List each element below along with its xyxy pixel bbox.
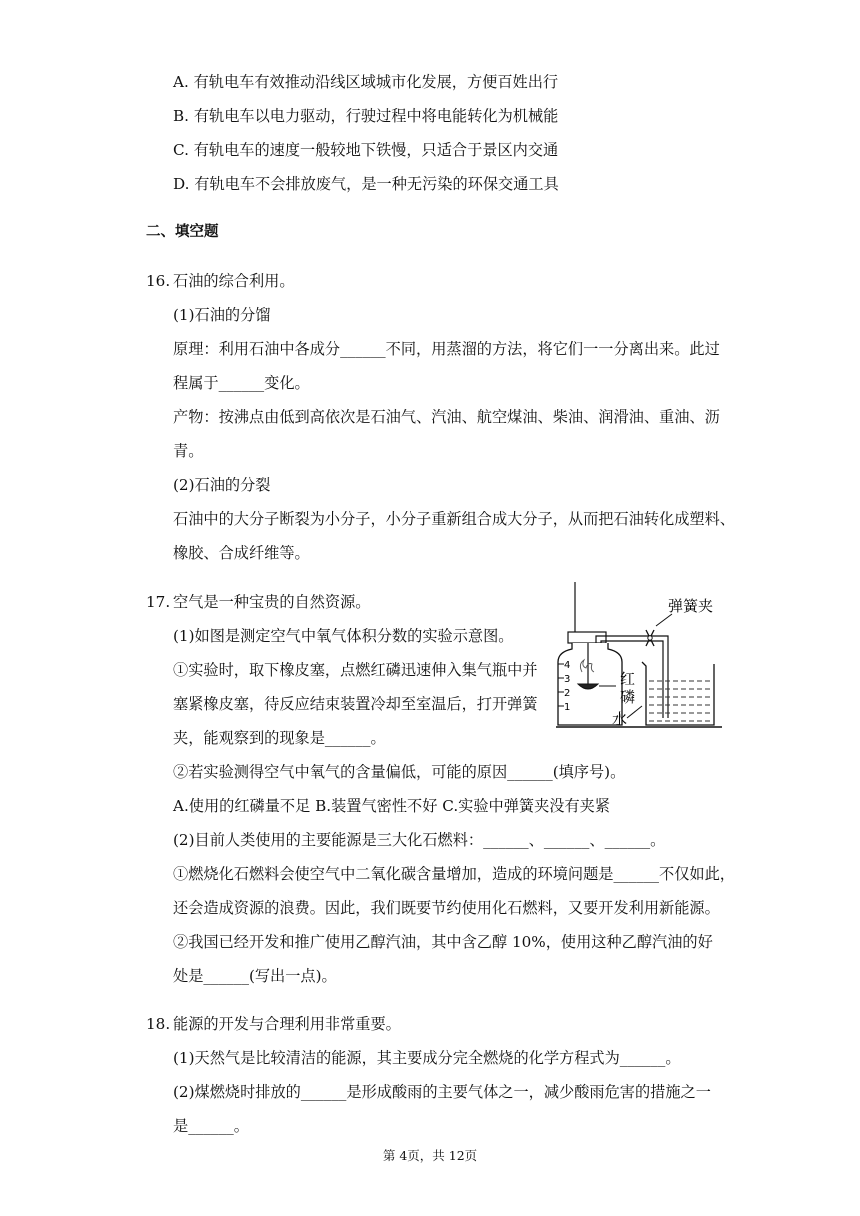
q17-line: 处是______(写出一点)。 (173, 967, 337, 985)
q16-line: 程属于______变化。 (173, 374, 310, 392)
q17-line: (2)目前人类使用的主要能源是三大化石燃料：______、______、______。 (173, 831, 666, 849)
q17-line: A.使用的红磷量不足 B.装置气密性不好 C.实验中弹簧夹没有夹紧 (173, 797, 611, 815)
phosphorus-label-1: 红 (620, 670, 636, 688)
q16-line: 橡胶、合成纤维等。 (173, 544, 310, 562)
clamp-label: 弹簧夹 (668, 597, 714, 615)
beaker-water (649, 681, 712, 721)
q16-line: (1)石油的分馏 (173, 306, 271, 324)
q16-line: 原理：利用石油中各成分______不同，用蒸溜的方法，将它们一一分离出来。此过 (173, 340, 720, 358)
scale-3: 3 (564, 674, 571, 685)
q17-line: (1)如图是测定空气中氧气体积分数的实验示意图。 (173, 627, 514, 645)
q17-line: ②我国已经开发和推广使用乙醇汽油，其中含乙醇 10%，使用这种乙醇汽油的好 (173, 933, 713, 951)
q17-line: 塞紧橡皮塞，待反应结束装置冷却至室温后，打开弹簧 (173, 695, 538, 713)
q17-line: ①实验时，取下橡皮塞，点燃红磷迅速伸入集气瓶中并 (173, 661, 538, 679)
q18-number: 18. (146, 1015, 171, 1033)
scale-4: 4 (564, 660, 571, 671)
scale-1: 1 (564, 702, 571, 713)
scale-2: 2 (564, 688, 571, 699)
option-d: D. 有轨电车不会排放废气，是一种无污染的环保交通工具 (173, 175, 559, 193)
water-label: 水 (612, 710, 628, 728)
option-c: C. 有轨电车的速度一般较地下铁慢，只适合于景区内交通 (173, 141, 559, 159)
page-footer: 第 4页，共 12页 (382, 1148, 478, 1163)
q18-line: 是______。 (173, 1117, 249, 1135)
q16-line: 青。 (173, 442, 204, 460)
q18-line: (2)煤燃烧时排放的______是形成酸雨的主要气体之一，减少酸雨危害的措施之一 (173, 1083, 711, 1101)
phosphorus-label-2: 磷 (620, 688, 636, 706)
q16-number: 16. (146, 272, 171, 290)
q17-title: 空气是一种宝贵的自然资源。 (173, 593, 371, 611)
q18-line: (1)天然气是比较清洁的能源，其主要成分完全燃烧的化学方程式为______。 (173, 1049, 681, 1067)
q16-line: 石油中的大分子断裂为小分子，小分子重新组合成大分子，从而把石油转化成塑料、 (173, 510, 735, 528)
q17-line: ②若实验测得空气中氧气的含量偏低，可能的原因______(填序号)。 (173, 763, 626, 781)
q17-number: 17. (146, 593, 171, 611)
option-a: A. 有轨电车有效推动沿线区域城市化发展，方便百姓出行 (173, 73, 559, 91)
q18-title: 能源的开发与合理利用非常重要。 (173, 1015, 401, 1033)
section-heading: 二、填空题 (146, 224, 219, 240)
q16-line: (2)石油的分裂 (173, 476, 271, 494)
q16-title: 石油的综合利用。 (173, 272, 295, 290)
q17-line: ①燃烧化石燃料会使空气中二氧化碳含量增加，造成的环境问题是______不仅如此， (173, 865, 735, 883)
q17-line: 夹，能观察到的现象是______。 (173, 729, 386, 747)
experiment-diagram (550, 580, 725, 732)
q16-line: 产物：按沸点由低到高依次是石油气、汽油、航空煤油、柴油、润滑油、重油、沥 (173, 408, 720, 426)
q17-line: 还会造成资源的浪费。因此，我们既要节约使用化石燃料，又要开发利用新能源。 (173, 899, 720, 917)
option-b: B. 有轨电车以电力驱动，行驶过程中将电能转化为机械能 (173, 107, 559, 125)
